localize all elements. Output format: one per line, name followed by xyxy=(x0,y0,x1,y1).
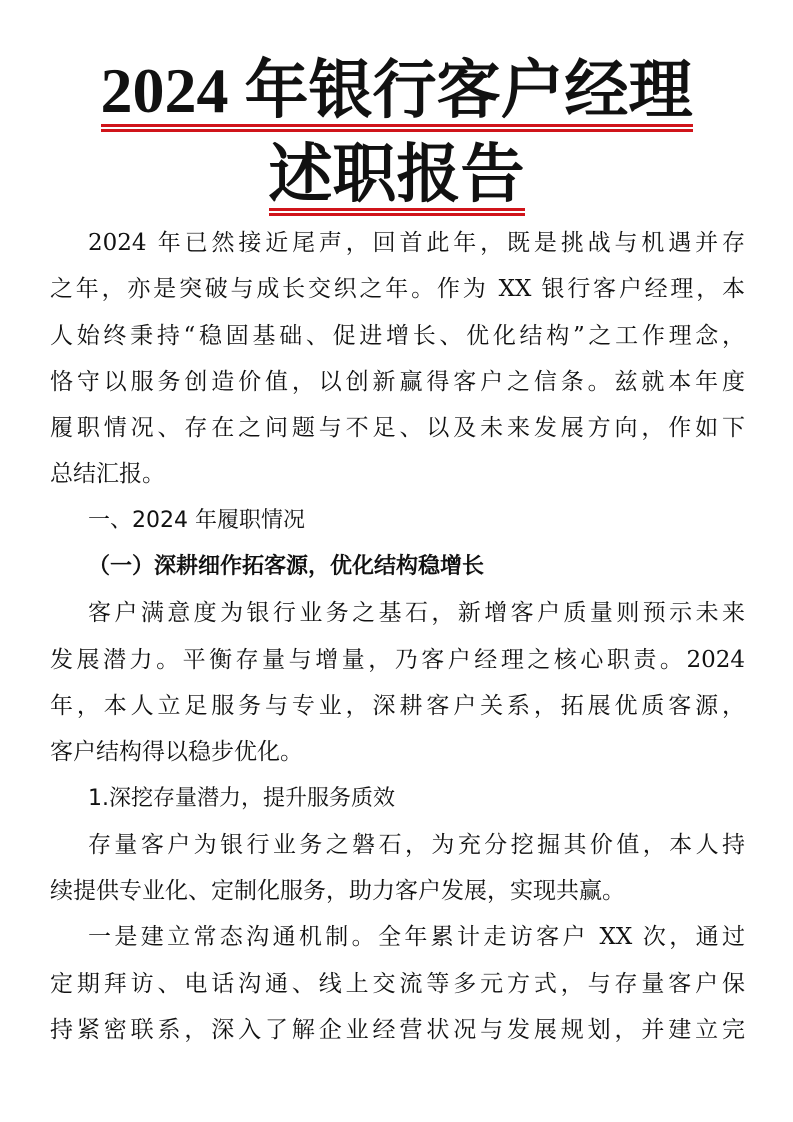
paragraph-line: 年，本人立足服务与专业，深耕客户关系，拓展优质客源， xyxy=(50,692,745,719)
title-text: 2024 年银行客户经理 xyxy=(101,58,693,132)
subsection-heading: （一）深耕细作拓客源，优化结构稳增长 xyxy=(88,554,485,580)
document-title-line-1 xyxy=(0,56,793,132)
paragraph-line: 恪守以服务创造价值，以创新赢得客户之信条。兹就本年度 xyxy=(50,368,745,395)
paragraph-line: 客户满意度为银行业务之基石，新增客户质量则预示未来 xyxy=(88,600,745,627)
paragraph-line: 之年，亦是突破与成长交织之年。作为 XX 银行客户经理，本 xyxy=(50,276,745,303)
paragraph-line: 客户结构得以稳步优化。 xyxy=(50,739,303,766)
paragraph-line: 总结汇报。 xyxy=(50,461,165,488)
document-title-line-2 xyxy=(0,140,793,216)
paragraph-line: 续提供专业化、定制化服务，助力客户发展，实现共赢。 xyxy=(50,878,625,905)
paragraph-line: 存量客户为银行业务之磐石，为充分挖掘其价值，本人持 xyxy=(88,831,745,858)
title-text: 述职报告 xyxy=(269,142,525,216)
paragraph-line: 发展潜力。平衡存量与增量，乃客户经理之核心职责。2024 xyxy=(50,646,745,673)
paragraph-line: 持紧密联系，深入了解企业经营状况与发展规划，并建立完 xyxy=(50,1017,745,1044)
paragraph-line: 一是建立常态沟通机制。全年累计走访客户 XX 次，通过 xyxy=(88,924,745,951)
paragraph-line: 人始终秉持“稳固基础、促进增长、优化结构”之工作理念， xyxy=(50,322,745,349)
section-heading: 一、2024 年履职情况 xyxy=(88,507,305,533)
paragraph-line: 定期拜访、电话沟通、线上交流等多元方式，与存量客户保 xyxy=(50,970,745,997)
paragraph-line: 履职情况、存在之问题与不足、以及未来发展方向，作如下 xyxy=(50,415,745,442)
document-body xyxy=(50,220,745,1053)
paragraph-line: 2024 年已然接近尾声，回首此年，既是挑战与机遇并存 xyxy=(88,230,745,256)
item-heading: 1.深挖存量潜力，提升服务质效 xyxy=(88,785,395,811)
